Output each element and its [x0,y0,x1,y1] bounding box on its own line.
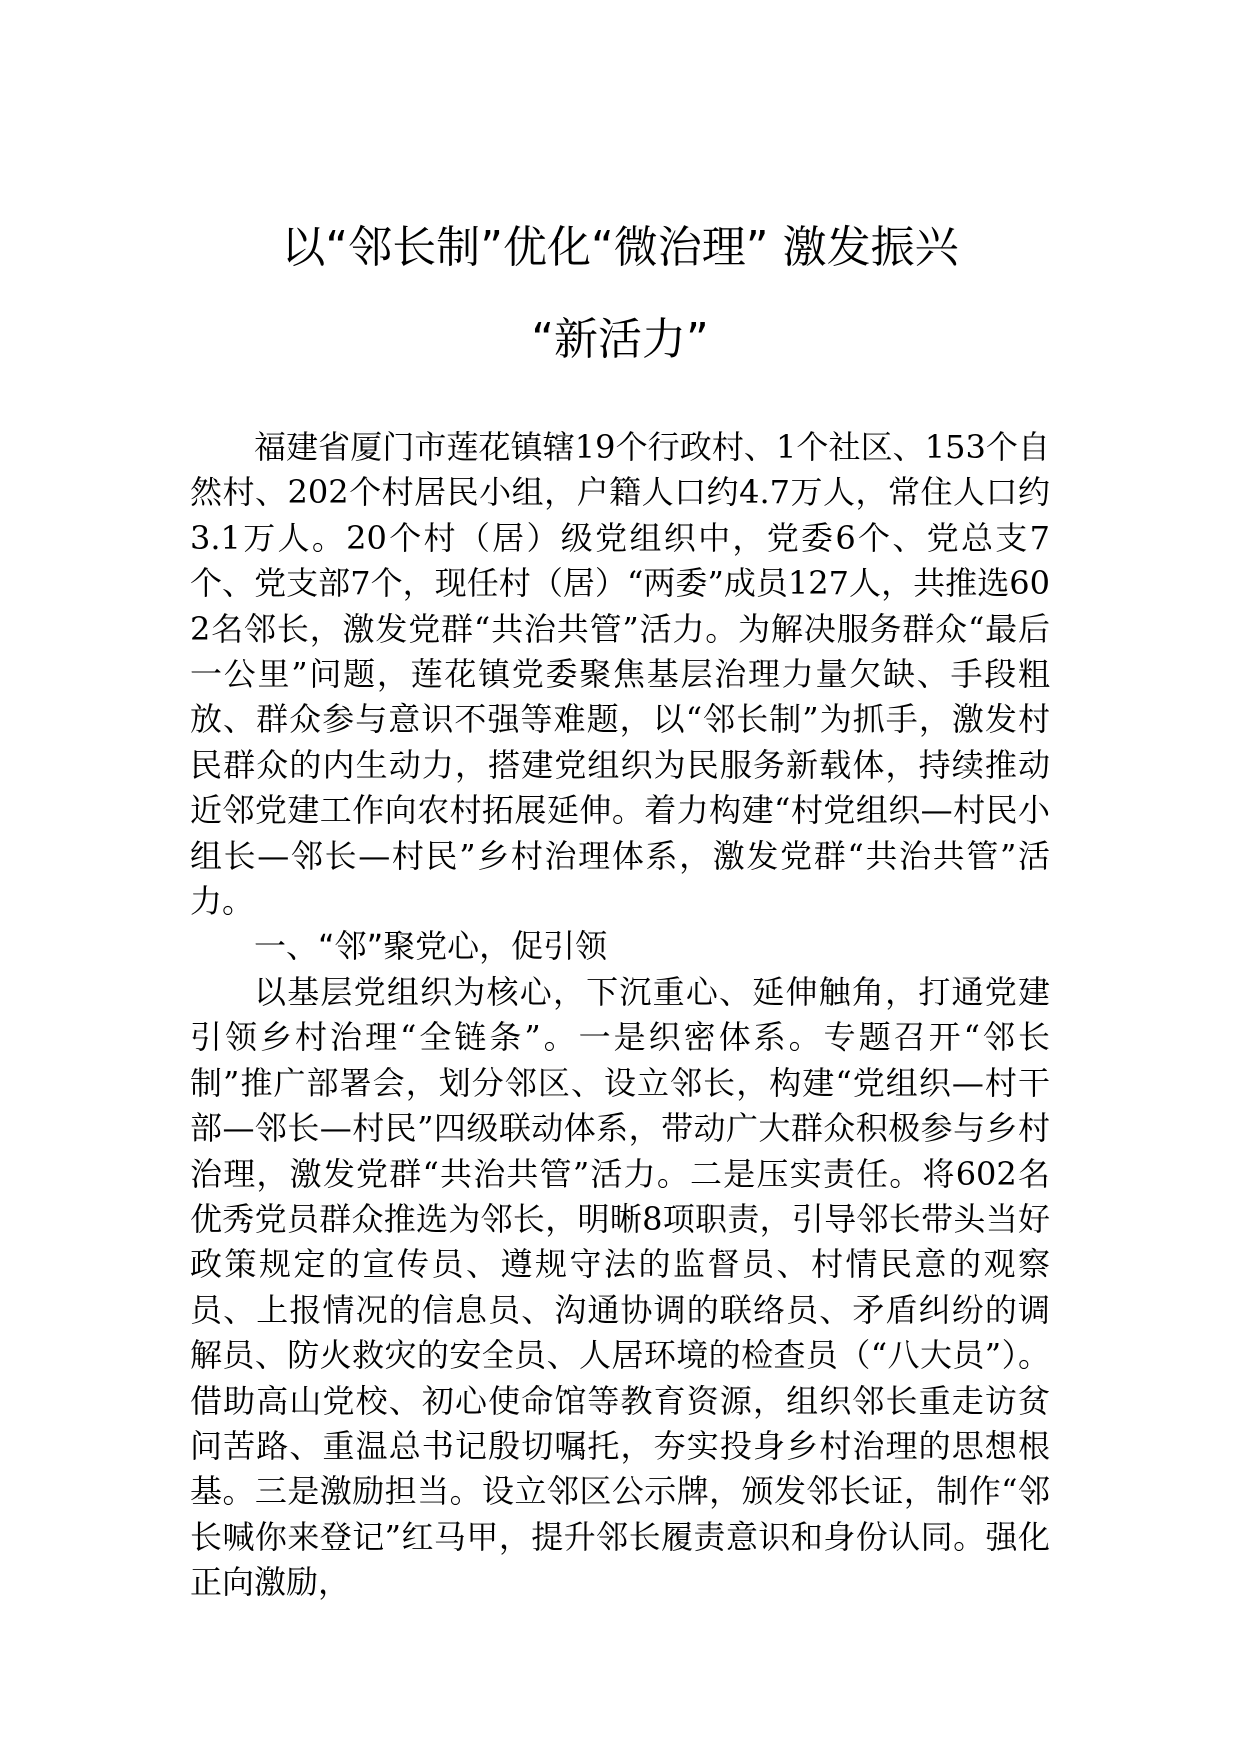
title-line-2: “新活力” [531,314,709,365]
document-body [190,425,1050,1606]
paragraph-intro: 福建省厦门市莲花镇辖19个行政村、1个社区、153个自然村、202个村居民小组，户籍人口约4.7万人，常住人口约3.1万人。20个村（居）级党组织中，党委6个、党总支7个、党支部7个，现任村（居）“两委”成员127人，共推选602名邻长，激发党群“共治共管”活力。为解决服务群众“最后一公里”问题，莲花镇党委聚焦基层治理力量欠缺、手段粗放、群众参与意识不强等难题，以“邻长制”为抓手，激发村民群众的内生动力，搭建党组织为民服务新载体，持续推动近邻党建工作向农村拓展延伸。着力构建“村党组织—村民小组长—邻长—村民”乡村治理体系，激发党群“共治共管”活力。 [190,428,1050,921]
section-heading-1: 一、“邻”聚党心，促引领 [254,927,608,966]
title-line-1: 以“邻长制”优化“微治理” 激发振兴 [281,222,959,273]
paragraph-section-1: 以基层党组织为核心，下沉重心、延伸触角，打通党建引领乡村治理“全链条”。一是织密体系。专题召开“邻长制”推广部署会，划分邻区、设立邻长，构建“党组织—村干部—邻长—村民”四级联动体系，带动广大群众积极参与乡村治理，激发党群“共治共管”活力。二是压实责任。将602名优秀党员群众推选为邻长，明晰8项职责，引导邻长带头当好政策规定的宣传员、遵规守法的监督员、村情民意的观察员、上报情况的信息员、沟通协调的联络员、矛盾纠纷的调解员、防火救灾的安全员、人居环境的检查员（“八大员”）。借助高山党校、初心使命馆等教育资源，组织邻长重走访贫问苦路、重温总书记殷切嘱托，夯实投身乡村治理的思想根基。三是激励担当。设立邻区公示牌，颁发邻长证，制作“邻长喊你来登记”红马甲，提升邻长履责意识和身份认同。强化正向激励， [190,972,1050,1602]
document-title [190,202,1050,386]
